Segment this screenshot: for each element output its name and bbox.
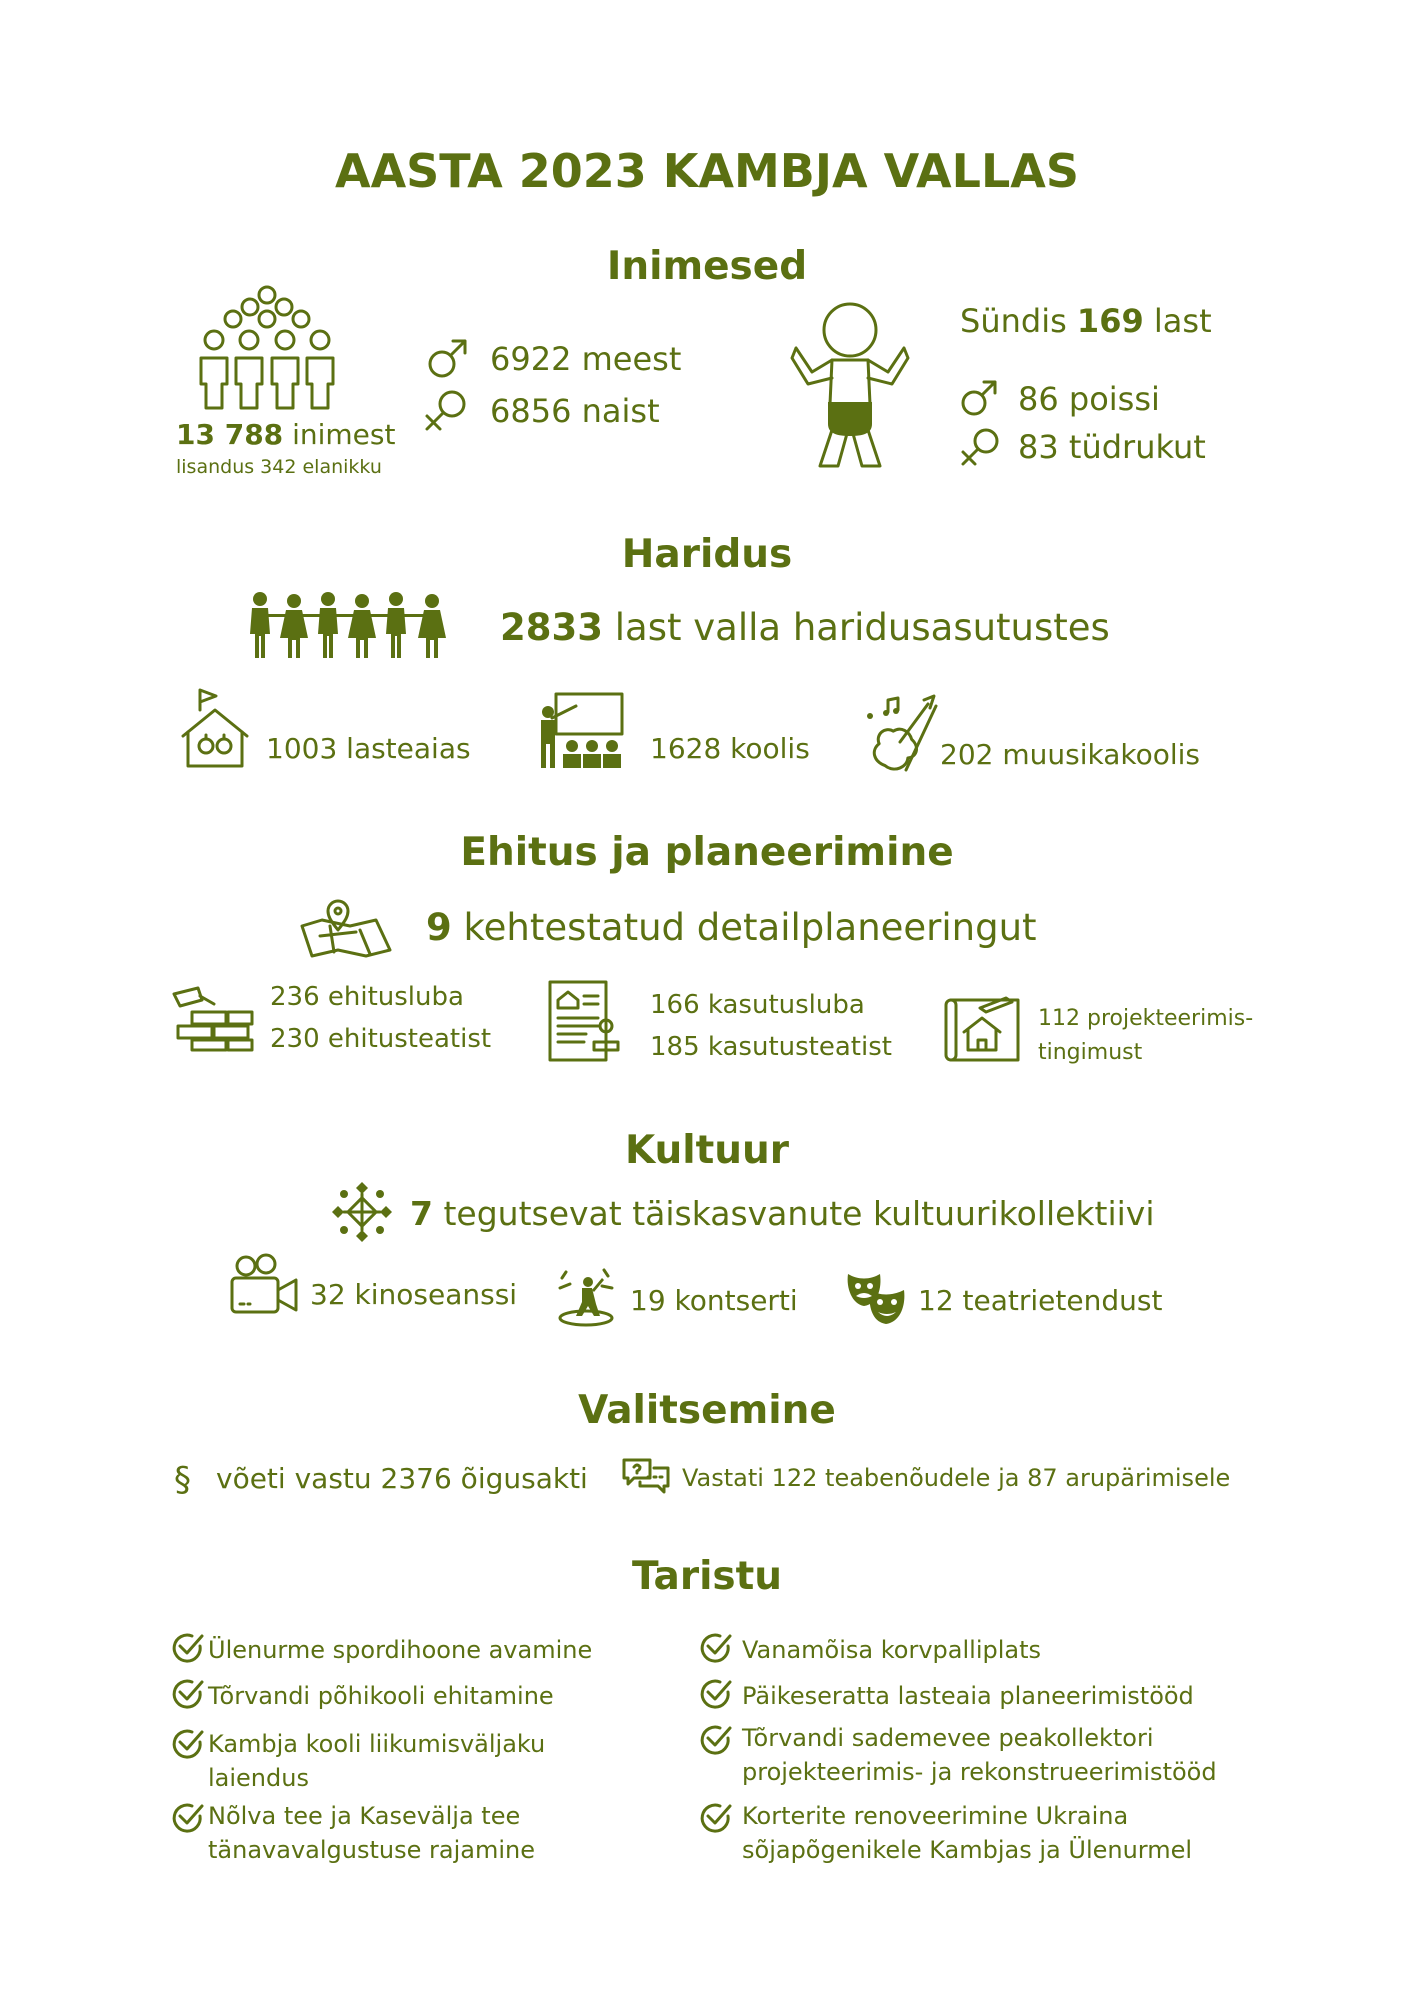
violin-music-icon xyxy=(864,694,938,772)
women-count: 6856 naist xyxy=(490,392,660,430)
concert-performer-icon xyxy=(556,1268,616,1328)
men-count: 6922 meest xyxy=(490,340,682,378)
male-symbol-icon xyxy=(426,336,470,380)
infra-right-4-line2: sõjapõgenikele Kambjas ja Ülenurmel xyxy=(742,1836,1193,1864)
crowd-icon xyxy=(196,284,338,414)
concerts-count: 19 kontserti xyxy=(630,1284,798,1317)
detail-plans: 9 kehtestatud detailplaneeringut xyxy=(426,906,1037,949)
check-circle-icon xyxy=(172,1632,204,1664)
children-holding-hands-icon xyxy=(244,590,452,660)
design-conditions-line1: 112 projekteerimis- xyxy=(1038,1006,1254,1031)
information-requests: Vastati 122 teabenõudele ja 87 arupärimisele xyxy=(682,1464,1231,1492)
school-count: 1628 koolis xyxy=(650,732,810,765)
check-circle-icon xyxy=(172,1728,204,1760)
infra-left-3-line2: laiendus xyxy=(208,1764,309,1792)
section-paragraph-icon: § xyxy=(174,1460,191,1500)
female-symbol-icon-girls xyxy=(958,426,1002,470)
infra-left-4-line1: Nõlva tee ja Kasevälja tee xyxy=(208,1802,521,1830)
population-total: 13 788 inimest xyxy=(176,418,396,451)
use-notices: 185 kasutusteatist xyxy=(650,1032,892,1062)
female-symbol-icon xyxy=(422,388,470,436)
check-circle-icon xyxy=(700,1802,732,1834)
permit-document-stamp-icon xyxy=(546,978,620,1064)
video-camera-icon xyxy=(230,1254,300,1316)
infra-right-3-line2: projekteerimis- ja rekonstrueerimistööd xyxy=(742,1758,1217,1786)
cinema-screenings: 32 kinoseanssi xyxy=(310,1278,518,1311)
check-circle-icon xyxy=(172,1802,204,1834)
infra-left-2: Tõrvandi põhikooli ehitamine xyxy=(208,1682,554,1710)
speech-bubbles-icon xyxy=(620,1456,672,1496)
building-permits: 236 ehitusluba xyxy=(270,982,464,1012)
theatre-masks-icon xyxy=(846,1270,906,1326)
children-in-education: 2833 last valla haridusasutustes xyxy=(500,606,1110,649)
map-pin-icon xyxy=(300,902,392,958)
music-school-count: 202 muusikakoolis xyxy=(940,738,1200,771)
kindergarten-count: 1003 lasteaias xyxy=(266,732,471,765)
section-heading-construction: Ehitus ja planeerimine xyxy=(460,830,954,875)
boys-count: 86 poissi xyxy=(1018,380,1160,418)
infra-left-3-line1: Kambja kooli liikumisväljaku xyxy=(208,1730,546,1758)
male-symbol-icon-boys xyxy=(960,378,1000,418)
kindergarten-house-icon xyxy=(180,688,250,770)
theatre-count: 12 teatrietendust xyxy=(918,1284,1163,1317)
check-circle-icon xyxy=(700,1632,732,1664)
check-circle-icon xyxy=(700,1678,732,1710)
infra-right-3-line1: Tõrvandi sademevee peakollektori xyxy=(742,1724,1154,1752)
infra-left-1: Ülenurme spordihoone avamine xyxy=(208,1636,593,1664)
design-conditions-line2: tingimust xyxy=(1038,1040,1143,1065)
section-heading-culture: Kultuur xyxy=(624,1128,790,1173)
girls-count: 83 tüdrukut xyxy=(1018,428,1206,466)
check-circle-icon xyxy=(700,1724,732,1756)
infra-right-1: Vanamõisa korvpalliplats xyxy=(742,1636,1042,1664)
legal-acts-count: võeti vastu 2376 õigusakti xyxy=(216,1462,588,1495)
section-heading-education: Haridus xyxy=(621,532,793,577)
infra-right-4-line1: Korterite renoveerimine Ukraina xyxy=(742,1802,1129,1830)
building-notices: 230 ehitusteatist xyxy=(270,1024,492,1054)
baby-icon xyxy=(792,300,908,472)
infra-right-2: Päikeseratta lasteaia planeerimistööd xyxy=(742,1682,1194,1710)
section-heading-people: Inimesed xyxy=(606,244,808,289)
check-circle-icon xyxy=(172,1678,204,1710)
page-title: AASTA 2023 KAMBJA VALLAS xyxy=(334,144,1080,198)
population-growth: lisandus 342 elanikku xyxy=(176,456,382,478)
blueprint-house-icon xyxy=(944,992,1022,1064)
section-heading-governance: Valitsemine xyxy=(578,1388,836,1433)
births-text: Sündis 169 last xyxy=(960,302,1212,340)
use-permits: 166 kasutusluba xyxy=(650,990,865,1020)
section-heading-infrastructure: Taristu xyxy=(631,1554,783,1599)
folk-ornament-icon xyxy=(332,1182,392,1242)
classroom-teacher-icon xyxy=(540,692,626,770)
bricks-trowel-icon xyxy=(172,986,256,1052)
culture-collectives: 7 tegutsevat täiskasvanute kultuurikollektiivi xyxy=(410,1194,1155,1233)
infra-left-4-line2: tänavavalgustuse rajamine xyxy=(208,1836,535,1864)
